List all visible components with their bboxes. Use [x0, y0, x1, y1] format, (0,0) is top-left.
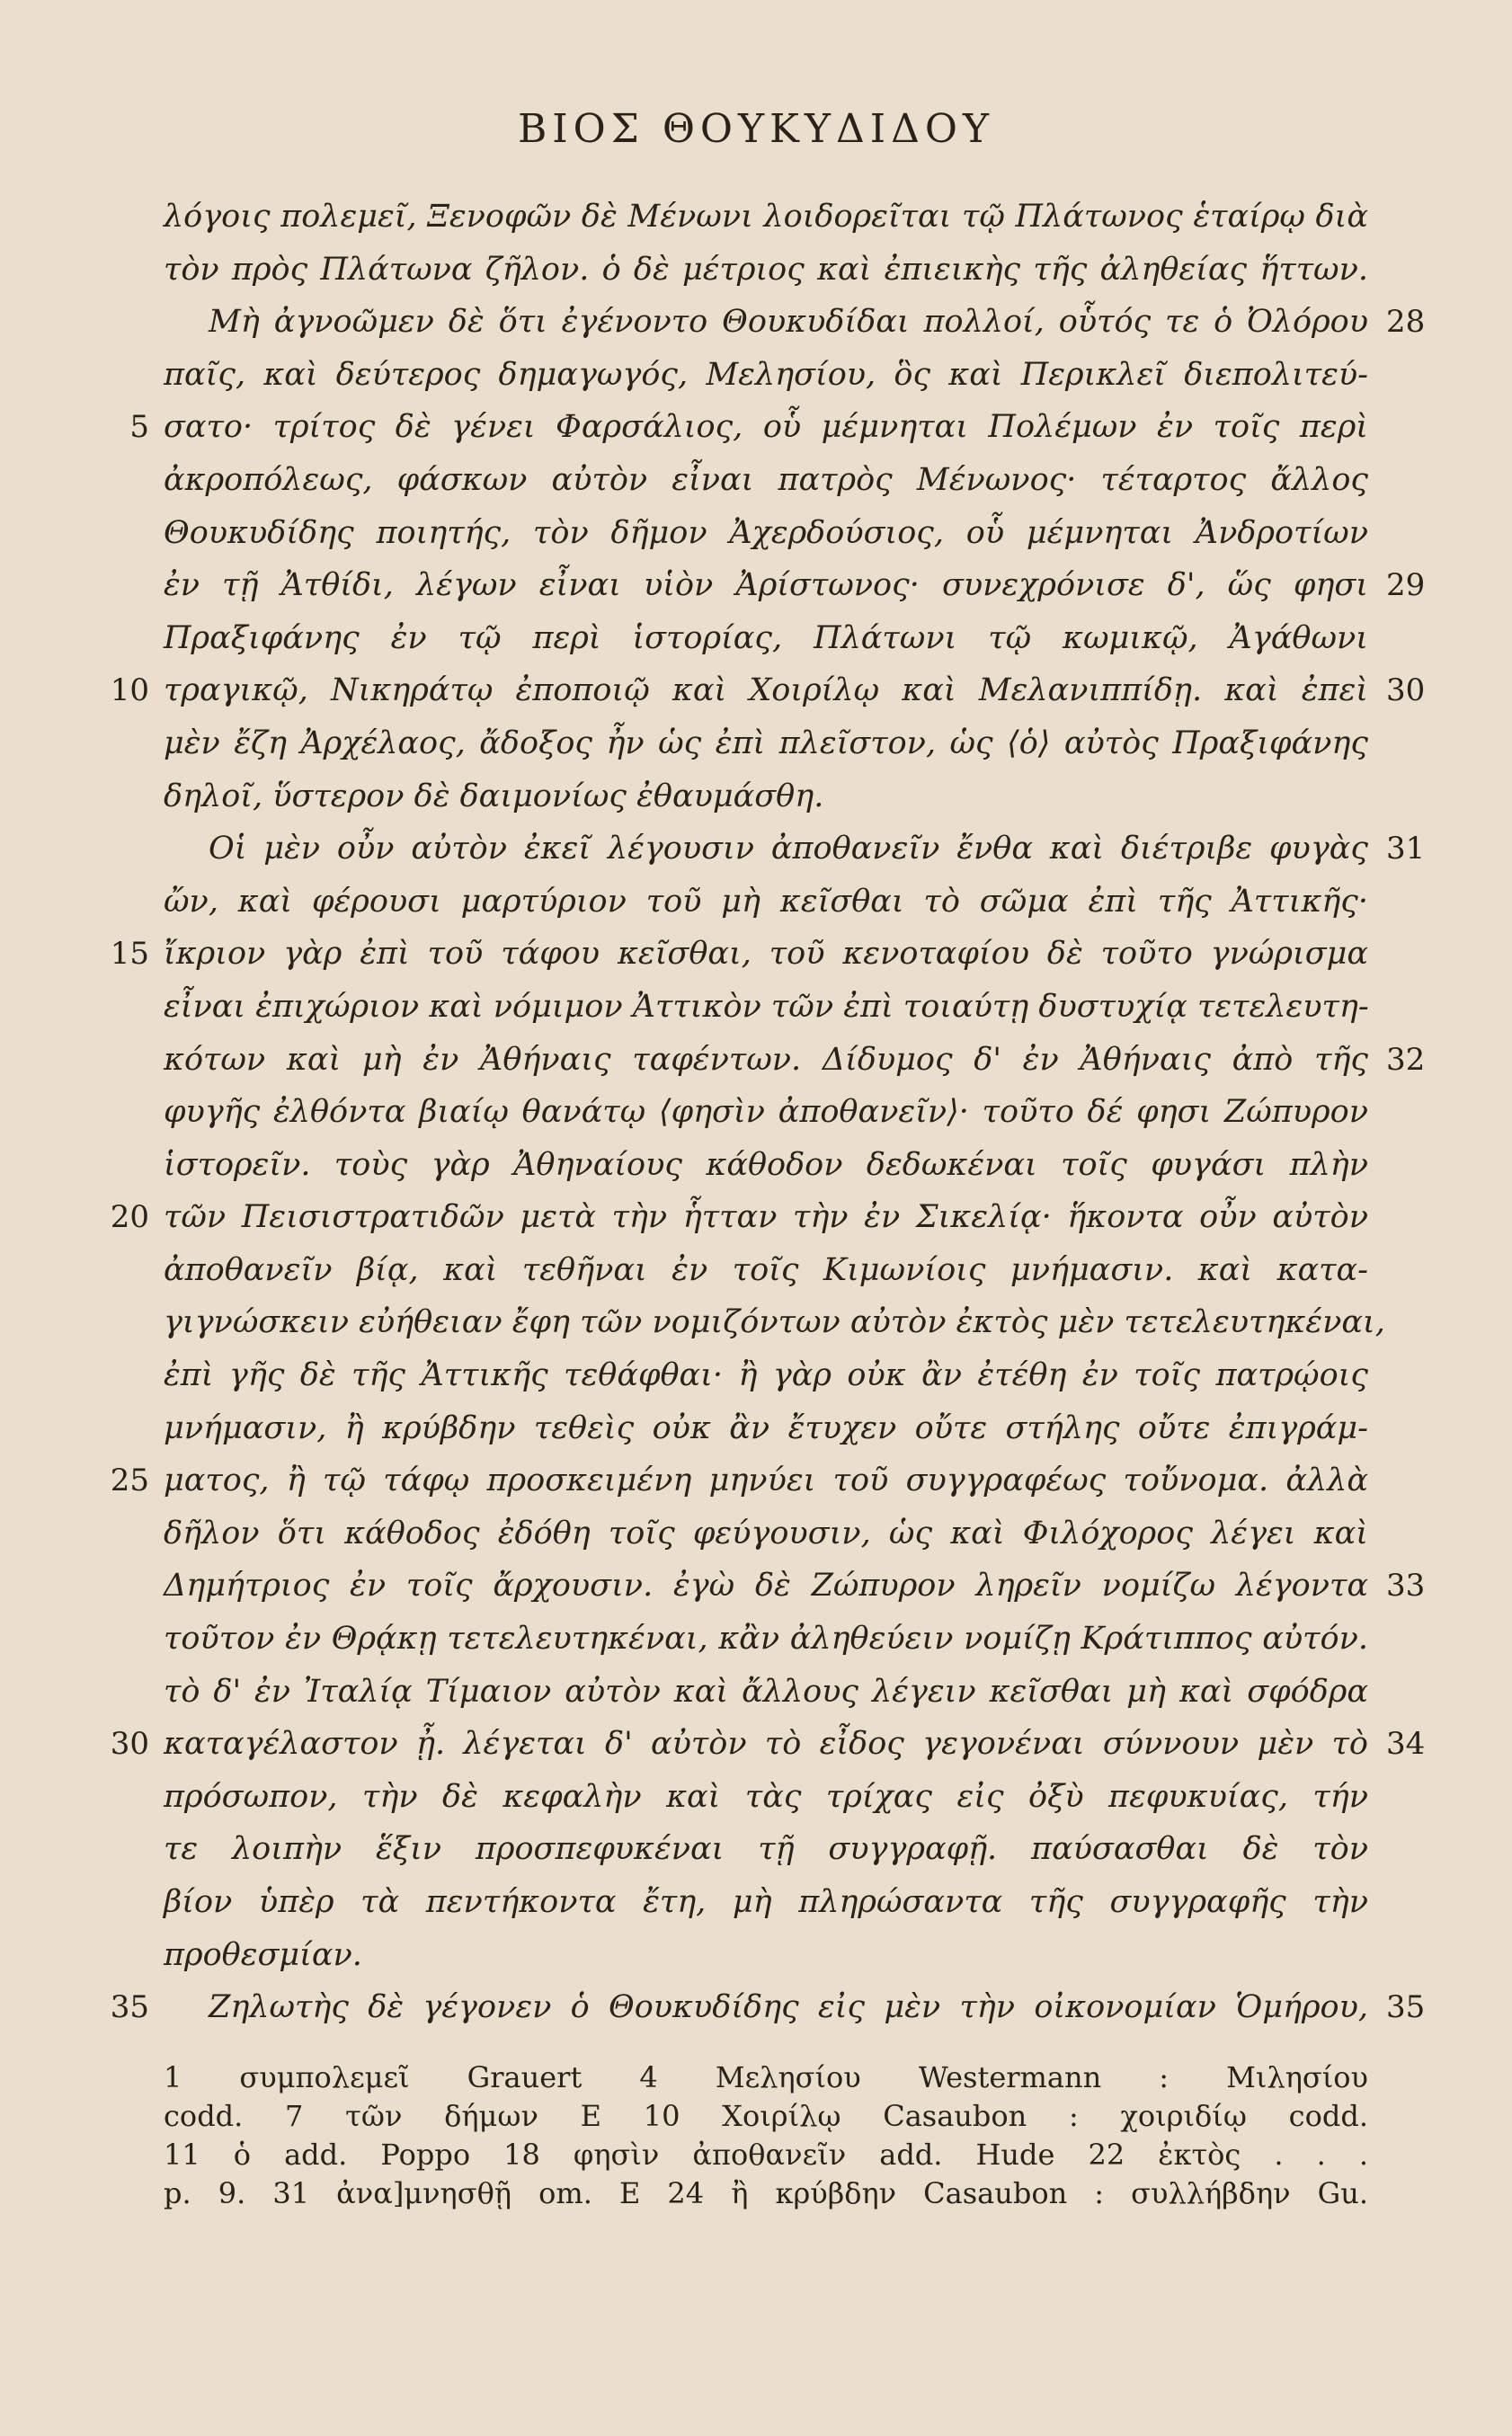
- line-number: 15: [110, 936, 149, 973]
- line-text: ἀκροπόλεως, φάσκων αὐτὸν εἶναι πατρὸς Μένωνος· τέταρτος ἄλλος: [164, 461, 1368, 498]
- line-number: 25: [110, 1462, 149, 1499]
- text-line: [110, 1191, 1368, 1244]
- line-number: 30: [110, 1726, 149, 1763]
- section-number: 34: [1386, 1726, 1426, 1763]
- line-text: τοῦτον ἐν Θρᾴκῃ τετελευτηκέναι, κἂν ἀληθεύειν νομίζῃ Κράτιππος αὐτόν.: [164, 1621, 1368, 1658]
- text-line: [164, 822, 1426, 876]
- line-number: 20: [110, 1199, 149, 1236]
- text-line: [164, 1666, 1368, 1719]
- running-header: ΒΙΟΣ ΘΟΥΚΥΔΙΔΟΥ: [517, 106, 995, 152]
- line-number: 10: [110, 672, 149, 709]
- line-text: ἴκριον γὰρ ἐπὶ τοῦ τάφου κεῖσθαι, τοῦ κενοταφίου δὲ τοῦτο γνώρισμα: [164, 936, 1368, 973]
- text-line: [164, 1507, 1368, 1560]
- text-line: [164, 1613, 1368, 1666]
- section-number: 29: [1386, 567, 1426, 604]
- section-number: 35: [1386, 1989, 1426, 2026]
- text-line: [110, 1718, 1426, 1771]
- line-number: 5: [129, 409, 149, 446]
- line-text: δηλοῖ, ὕστερον δὲ δαιμονίως ἐθαυμάσθη.: [164, 778, 824, 814]
- line-text: Ζηλωτὴς δὲ γέγονεν ὁ Θουκυδίδης εἰς μὲν τὴν οἰκονομίαν Ὁμήρου,: [209, 1989, 1368, 2026]
- text-line: [164, 770, 1368, 823]
- text-line: [164, 1034, 1426, 1087]
- text-line: [164, 876, 1368, 929]
- section-number: 28: [1386, 304, 1426, 341]
- text-line: [164, 1876, 1368, 1929]
- line-text: γιγνώσκειν εὐήθειαν ἔφη τῶν νομιζόντων αὐτὸν ἐκτὸς μὲν τετελευτηκέναι,: [164, 1304, 1385, 1341]
- text-line: [110, 1981, 1426, 2034]
- line-text: σατο· τρίτος δὲ γένει Φαρσάλιος, οὗ μέμνηται Πολέμων ἐν τοῖς περὶ: [164, 409, 1368, 446]
- section-number: 31: [1386, 831, 1426, 867]
- section-number: 30: [1386, 672, 1426, 709]
- line-text: πρόσωπον, τὴν δὲ κεφαλὴν καὶ τὰς τρίχας εἰς ὀξὺ πεφυκυίας, τήν: [164, 1778, 1368, 1815]
- line-text: ὤν, καὶ φέρουσι μαρτύριον τοῦ μὴ κεῖσθαι τὸ σῶμα ἐπὶ τῆς Ἀττικῆς·: [164, 883, 1368, 920]
- line-text: Οἱ μὲν οὖν αὐτὸν ἐκεῖ λέγουσιν ἀποθανεῖν ἔνθα καὶ διέτριβε φυγὰς: [209, 831, 1368, 867]
- line-text: ἱστορεῖν. τοὺς γὰρ Ἀθηναίους κάθοδον δεδωκέναι τοῖς φυγάσι πλὴν: [164, 1146, 1368, 1183]
- text-line: [164, 1296, 1385, 1349]
- line-text: τε λοιπὴν ἕξιν προσπεφυκέναι τῇ συγγραφῇ. παύσασθαι δὲ τὸν: [164, 1831, 1368, 1868]
- text-line: [110, 928, 1368, 981]
- text-line: [164, 1929, 1368, 1982]
- apparatus-line: 1 συμπολεμεῖ Grauert 4 Μελησίου Westermann : Μιλησίου: [164, 2060, 1368, 2094]
- text-line: [164, 349, 1368, 402]
- line-text: μνήμασιν, ἢ κρύβδην τεθεὶς οὐκ ἂν ἔτυχεν οὔτε στήλης οὔτε ἐπιγράμ-: [164, 1409, 1368, 1446]
- text-line: [110, 1454, 1368, 1507]
- text-line: [164, 1139, 1368, 1192]
- line-text: τῶν Πεισιστρατιδῶν μετὰ τὴν ἧτταν τὴν ἐν Σικελίᾳ· ἥκοντα οὖν αὐτὸν: [164, 1199, 1368, 1236]
- line-text: τὸ δ' ἐν Ἰταλίᾳ Τίμαιον αὐτὸν καὶ ἄλλους λέγειν κεῖσθαι μὴ καὶ σφόδρα: [164, 1673, 1368, 1710]
- apparatus-line: p. 9. 31 ἀνα]μνησθῇ om. E 24 ἢ κρύβδην Casaubon : συλλήβδην Gu.: [164, 2176, 1368, 2210]
- line-text: προθεσμίαν.: [164, 1936, 362, 1973]
- text-line: [164, 244, 1368, 297]
- text-line: [164, 507, 1368, 560]
- text-line: [110, 664, 1426, 717]
- text-line: [164, 559, 1426, 612]
- line-text: Θουκυδίδης ποιητής, τὸν δῆμον Ἀχερδούσιος, οὗ μέμνηται Ἀνδροτίων: [164, 514, 1368, 551]
- text-line: [164, 1402, 1368, 1455]
- section-number: 32: [1386, 1041, 1426, 1078]
- apparatus-line: codd. 7 τῶν δήμων E 10 Χοιρίλῳ Casaubon : χοιριδίῳ codd.: [164, 2099, 1368, 2133]
- line-text: τραγικῷ, Νικηράτῳ ἐποποιῷ καὶ Χοιρίλῳ καὶ Μελανιππίδῃ. καὶ ἐπεὶ: [164, 672, 1368, 709]
- text-line: [164, 1771, 1368, 1824]
- line-text: ἀποθανεῖν βίᾳ, καὶ τεθῆναι ἐν τοῖς Κιμωνίοις μνήμασιν. καὶ κατα-: [164, 1251, 1368, 1288]
- text-line: [164, 612, 1368, 665]
- apparatus-line: 11 ὁ add. Poppo 18 φησὶν ἀποθανεῖν add. Hude 22 ἐκτὸς . . .: [164, 2138, 1368, 2172]
- text-line: [129, 401, 1368, 454]
- text-line: [164, 296, 1426, 349]
- text-line: [164, 1086, 1368, 1139]
- line-text: μὲν ἔζη Ἀρχέλαος, ἄδοξος ἦν ὡς ἐπὶ πλεῖστον, ὡς ⟨ὁ⟩ αὐτὸς Πραξιφάνης: [164, 725, 1368, 761]
- text-line: [164, 191, 1368, 244]
- line-text: φυγῆς ἐλθόντα βιαίῳ θανάτῳ ⟨φησὶν ἀποθανεῖν⟩· τοῦτο δέ φησι Ζώπυρον: [164, 1094, 1368, 1131]
- text-line: [164, 981, 1368, 1034]
- line-text: ἐπὶ γῆς δὲ τῆς Ἀττικῆς τεθάφθαι· ἢ γὰρ οὐκ ἂν ἐτέθη ἐν τοῖς πατρῴοις: [164, 1357, 1368, 1394]
- text-line: [164, 454, 1368, 507]
- text-line: [164, 1244, 1368, 1297]
- line-text: ἐν τῇ Ἀτθίδι, λέγων εἶναι υἱὸν Ἀρίστωνος· συνεχρόνισε δ', ὥς φησι: [164, 567, 1368, 604]
- line-text: Μὴ ἀγνοῶμεν δὲ ὅτι ἐγένοντο Θουκυδίδαι πολλοί, οὗτός τε ὁ Ὀλόρου: [209, 304, 1368, 341]
- text-line: [164, 1349, 1368, 1402]
- text-line: [164, 717, 1368, 770]
- section-number: 33: [1386, 1568, 1426, 1605]
- line-text: κότων καὶ μὴ ἐν Ἀθήναις ταφέντων. Δίδυμος δ' ἐν Ἀθήναις ἀπὸ τῆς: [164, 1041, 1368, 1078]
- line-text: παῖς, καὶ δεύτερος δημαγωγός, Μελησίου, ὃς καὶ Περικλεῖ διεπολιτεύ-: [164, 356, 1368, 393]
- critical-apparatus: [164, 2058, 1368, 2213]
- line-text: Δημήτριος ἐν τοῖς ἄρχουσιν. ἐγὼ δὲ Ζώπυρον ληρεῖν νομίζω λέγοντα: [164, 1568, 1368, 1605]
- line-text: βίον ὑπὲρ τὰ πεντήκοντα ἔτη, μὴ πληρώσαντα τῆς συγγραφῆς τὴν: [164, 1884, 1368, 1920]
- line-text: καταγέλαστον ᾖ. λέγεται δ' αὐτὸν τὸ εἶδος γεγονέναι σύννουν μὲν τὸ: [164, 1726, 1368, 1763]
- line-text: ματος, ἢ τῷ τάφῳ προσκειμένη μηνύει τοῦ συγγραφέως τοὔνομα. ἀλλὰ: [164, 1462, 1368, 1499]
- greek-text-body: [110, 191, 1426, 2034]
- line-text: Πραξιφάνης ἐν τῷ περὶ ἱστορίας, Πλάτωνι τῷ κωμικῷ, Ἀγάθωνι: [164, 619, 1368, 656]
- line-number: 35: [110, 1989, 149, 2026]
- text-line: [164, 1560, 1426, 1613]
- line-text: λόγοις πολεμεῖ, Ξενοφῶν δὲ Μένωνι λοιδορεῖται τῷ Πλάτωνος ἑταίρῳ διὰ: [164, 199, 1368, 235]
- line-text: τὸν πρὸς Πλάτωνα ζῆλον. ὁ δὲ μέτριος καὶ ἐπιεικὴς τῆς ἀληθείας ἥττων.: [164, 251, 1368, 288]
- line-text: δῆλον ὅτι κάθοδος ἐδόθη τοῖς φεύγουσιν, ὡς καὶ Φιλόχορος λέγει καὶ: [164, 1515, 1368, 1551]
- line-text: εἶναι ἐπιχώριον καὶ νόμιμον Ἀττικὸν τῶν ἐπὶ τοιαύτῃ δυστυχίᾳ τετελευτη-: [164, 988, 1369, 1025]
- text-line: [164, 1823, 1368, 1876]
